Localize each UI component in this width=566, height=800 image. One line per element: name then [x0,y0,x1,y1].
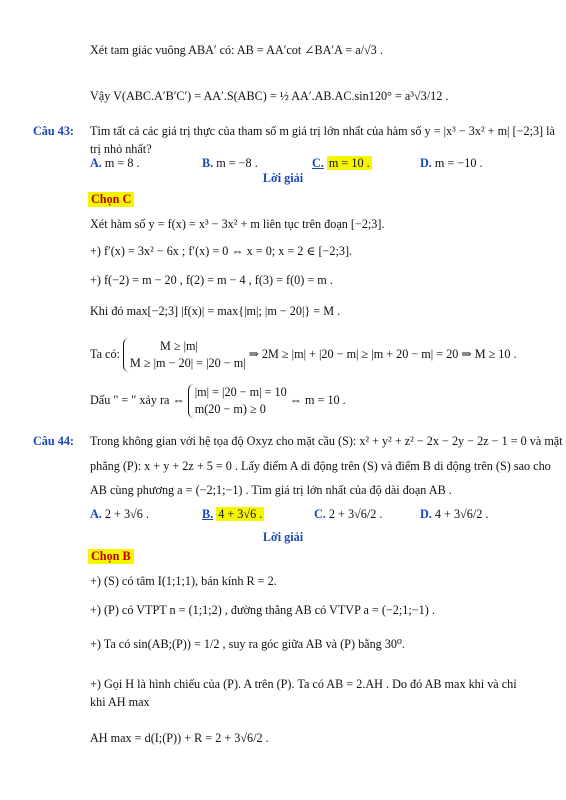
q43-inequality-system [90,338,517,372]
q44-option-b [202,506,264,522]
option-text-highlighted: 4 + 3√6 . [218,507,263,521]
option-text: 2 + 3√6 . [104,507,149,521]
q43-solution-title: Lời giải [262,171,304,185]
q43-option-d [420,155,483,171]
question-44-text-3: AB cùng phương a = (−2;1;−1) . Tìm giá trị lớn nhất của độ dài đoạn AB . [90,483,452,497]
intro-line-1: Xét tam giác vuông ABA′ có: AB = AA′cot ∠BA′A = a/√3 . [90,43,383,57]
q43-step-3: +) f(−2) = m − 20 , f(2) = m − 4 , f(3) = f(0) = m . [90,273,333,287]
option-letter: C. [314,507,326,521]
q44-step-1: +) (S) có tâm I(1;1;1), bán kính R = 2. [90,574,277,588]
option-letter: B. [202,156,214,170]
system-brace [123,338,246,372]
system-brace [188,384,287,418]
dau-label: Dấu " = " xảy ra ⇔ [90,392,185,407]
option-letter: C. [312,156,324,170]
q43-choice-banner: Chọn C [88,192,134,207]
system-row-1: M ≥ |m| [160,339,198,353]
q44-option-d [420,506,488,522]
question-43-text-1: Tìm tất cả các giá trị thực của tham số m giá trị lớn nhất của hàm số y = |x³ − 3x² + m| [−2;3] là [90,124,555,138]
q43-option-c [312,155,372,171]
option-text: m = 8 . [104,156,140,170]
option-text: 4 + 3√6/2 . [434,507,489,521]
system-row-1: |m| = |20 − m| = 10 [194,385,287,399]
q44-step-6: AH max = d(I;(P)) + R = 2 + 3√6/2 . [90,731,269,745]
q44-step-3: +) Ta có sin(AB;(P)) = 1/2 , suy ra góc giữa AB và (P) bằng 30⁰. [90,637,405,651]
q44-choice-banner: Chọn B [88,549,134,564]
system-row-2: m(20 − m) ≥ 0 [194,402,266,416]
option-letter: A. [90,156,102,170]
question-43-text-2: trị nhỏ nhất? [90,142,152,156]
q44-solution-title: Lời giải [262,530,304,544]
question-43-label: Câu 43: [33,124,74,138]
question-44-text-1: Trong không gian với hệ tọa độ Oxyz cho mặt cầu (S): x² + y² + z² − 2x − 2y − 2z − 1 = 0 và mặt [90,434,563,448]
q44-step-4: +) Gọi H là hình chiếu của (P). A trên (P). Ta có AB = 2.AH . Do đó AB max khi và chỉ [90,677,517,691]
option-letter: A. [90,507,102,521]
q43-equality-condition [90,384,346,418]
q44-option-c [314,506,382,522]
q44-step-2: +) (P) có VTPT n = (1;1;2) , đường thẳng AB có VTVP a = (−2;1;−1) . [90,603,435,617]
q44-option-a [90,506,149,522]
option-letter: B. [202,507,214,521]
q43-step-2: +) f′(x) = 3x² − 6x ; f′(x) = 0 ⇔ x = 0; x = 2 ∈ [−2;3]. [90,244,353,258]
option-text: m = −10 . [434,156,483,170]
option-text: 2 + 3√6/2 . [328,507,383,521]
question-44-label: Câu 44: [33,434,74,448]
option-text-highlighted: m = 10 . [328,156,370,170]
option-letter: D. [420,156,432,170]
taco-label: Ta có: [90,346,120,361]
option-letter: D. [420,507,432,521]
q44-step-5: khi AH max [90,695,150,709]
intro-line-2: Vậy V(ABC.A′B′C′) = AA′.S(ABC) = ½ AA′.AB.AC.sin120° = a³√3/12 . [90,89,449,103]
q43-step-4: Khi đó max[−2;3] |f(x)| = max{|m|; |m − 20|} = M . [90,304,341,318]
equality-result: ⇔ m = 10 . [289,392,346,407]
question-44-text-2: phẳng (P): x + y + 2z + 5 = 0 . Lấy điểm A di động trên (S) và điểm B di động trên (S) sao cho [90,459,551,473]
system-row-2: M ≥ |m − 20| = |20 − m| [130,356,246,370]
q43-option-b [202,155,258,171]
system-result: ⇒ 2M ≥ |m| + |20 − m| ≥ |m + 20 − m| = 20 ⇒ M ≥ 10 . [248,346,517,361]
q43-step-1: Xét hàm số y = f(x) = x³ − 3x² + m liên tục trên đoạn [−2;3]. [90,217,385,231]
q43-option-a [90,155,140,171]
option-text: m = −8 . [216,156,258,170]
